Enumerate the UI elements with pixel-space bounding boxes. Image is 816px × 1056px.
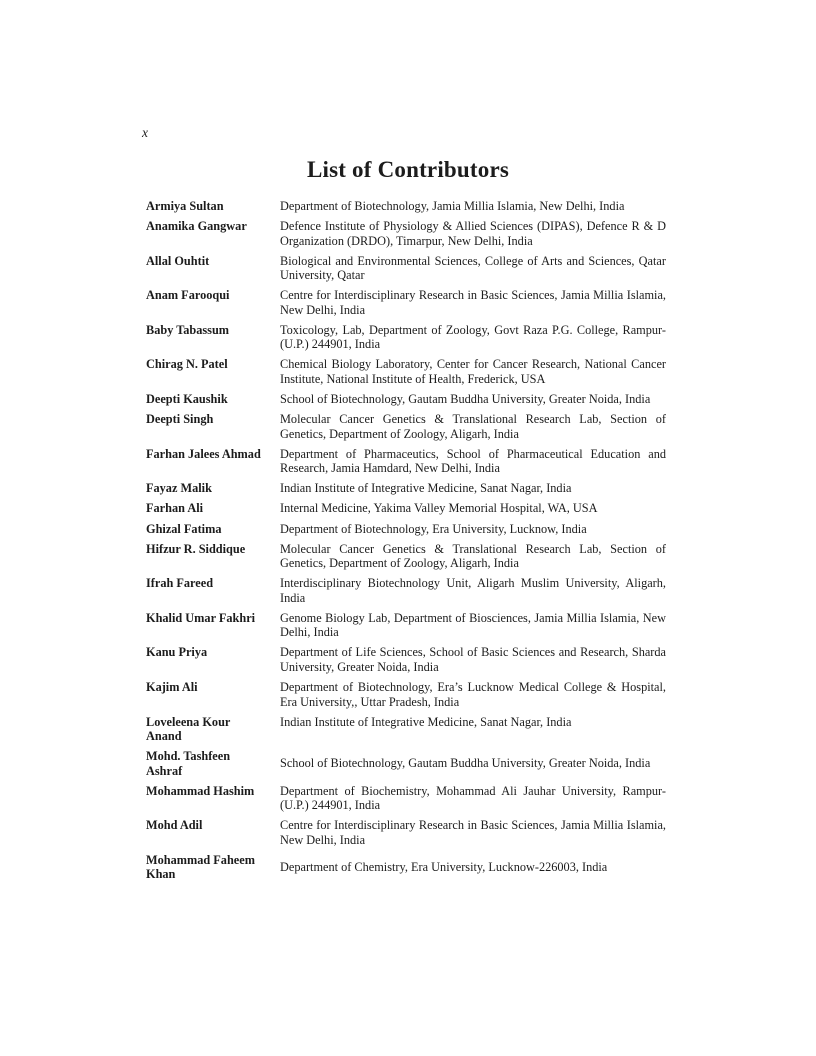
contributor-affiliation: Department of Pharmaceutics, School of Pharmaceutical Education and Research, Jamia Hamdard, New Delhi, India — [280, 446, 666, 476]
contributor-affiliation: Genome Biology Lab, Department of Biosciences, Jamia Millia Islamia, New Delhi, India — [280, 610, 666, 640]
contributor-row — [146, 219, 666, 248]
contributor-name: Mohd. Tashfeen Ashraf — [146, 749, 231, 778]
contributor-name: Allal Ouhtit — [146, 253, 210, 268]
contributor-row — [146, 288, 666, 317]
contributor-name: Farhan Jalees Ahmad — [146, 446, 261, 461]
contributor-name: Armiya Sultan — [146, 199, 224, 213]
contributor-row — [146, 357, 666, 386]
contributor-affiliation: Department of Biotechnology, Era University, Lucknow, India — [280, 521, 587, 536]
contributor-row — [146, 412, 666, 441]
contributor-row — [146, 522, 666, 537]
contributor-row — [146, 542, 666, 571]
contributor-name: Kajim Ali — [146, 680, 198, 694]
contributor-name: Deepti Kaushik — [146, 392, 228, 407]
contributor-affiliation: School of Biotechnology, Gautam Buddha University, Greater Noida, India — [280, 392, 651, 407]
contributor-name: Mohd Adil — [146, 818, 203, 833]
contributor-row — [146, 481, 666, 496]
contributor-name: Ghizal Fatima — [146, 521, 222, 536]
contributor-row — [146, 576, 666, 605]
contributor-affiliation: School of Biotechnology, Gautam Buddha University, Greater Noida, India — [280, 756, 651, 771]
contributor-affiliation: Indian Institute of Integrative Medicine, Sanat Nagar, India — [280, 481, 572, 496]
contributor-row — [146, 323, 666, 352]
contributor-name: Chirag N. Patel — [146, 357, 228, 372]
contributor-affiliation: Indian Institute of Integrative Medicine, Sanat Nagar, India — [280, 714, 572, 729]
contributor-name: Farhan Ali — [146, 501, 204, 516]
contributor-row — [146, 715, 666, 744]
contributor-affiliation: Defence Institute of Physiology & Allied Sciences (DIPAS), Defence R & D Organization (DRDO), Timarpur, New Delhi, India — [280, 219, 666, 248]
contributor-row — [146, 784, 666, 813]
contributor-affiliation: Department of Chemistry, Era University, Lucknow-226003, India — [280, 860, 608, 875]
contributor-row — [146, 199, 666, 214]
contributor-name: Anam Farooqui — [146, 288, 230, 303]
contributor-name: Mohammad Faheem Khan — [146, 852, 255, 882]
contributor-affiliation: Interdisciplinary Biotechnology Unit, Aligarh Muslim University, Aligarh, India — [280, 576, 666, 605]
contributor-affiliation: Department of Life Sciences, School of Basic Sciences and Research, Sharda University, Greater Noida, India — [280, 645, 666, 674]
contributor-affiliation: Department of Biochemistry, Mohammad Ali Jauhar University, Rampur- (U.P.) 244901, India — [280, 783, 666, 813]
contributor-name: Ifrah Fareed — [146, 576, 214, 591]
contributor-row — [146, 254, 666, 283]
contributor-name: Deepti Singh — [146, 412, 214, 427]
contributor-name: Baby Tabassum — [146, 322, 230, 337]
contributor-row — [146, 447, 666, 476]
contributor-row — [146, 749, 666, 778]
contributor-row — [146, 680, 666, 709]
contributor-name: Hifzur R. Siddique — [146, 541, 246, 556]
contributor-row — [146, 645, 666, 674]
contributor-name: Anamika Gangwar — [146, 219, 247, 234]
contributor-name: Kanu Priya — [146, 645, 208, 660]
contributor-row — [146, 818, 666, 847]
contributor-name: Khalid Umar Fakhri — [146, 610, 256, 625]
page-number: x — [142, 125, 148, 140]
contributor-row — [146, 853, 666, 882]
contributor-row — [146, 611, 666, 640]
contributor-affiliation: Centre for Interdisciplinary Research in Basic Sciences, Jamia Millia Islamia, New Delhi, India — [280, 288, 666, 317]
contributor-affiliation: Molecular Cancer Genetics & Translational Research Lab, Section of Genetics, Department of Zoology, Aligarh, India — [280, 412, 666, 441]
contributor-affiliation: Department of Biotechnology, Era’s Lucknow Medical College & Hospital, Era University,, Uttar Pradesh, India — [280, 680, 666, 709]
contributor-row — [146, 501, 666, 516]
contributor-row — [146, 392, 666, 407]
contributor-name: Mohammad Hashim — [146, 783, 255, 798]
contributor-name: Loveleena Kour Anand — [146, 714, 231, 744]
contributors-list — [146, 199, 666, 888]
contributor-affiliation: Internal Medicine, Yakima Valley Memorial Hospital, WA, USA — [280, 501, 598, 516]
contributor-affiliation: Department of Biotechnology, Jamia Millia Islamia, New Delhi, India — [280, 199, 625, 213]
contributor-affiliation: Molecular Cancer Genetics & Translational Research Lab, Section of Genetics, Department of Zoology, Aligarh, India — [280, 541, 666, 571]
contributor-affiliation: Chemical Biology Laboratory, Center for Cancer Research, National Cancer Institute, National Institute of Health, Frederick, USA — [280, 357, 666, 386]
page-title: List of Contributors — [306, 157, 510, 182]
contributor-name: Fayaz Malik — [146, 481, 212, 496]
contributor-affiliation: Centre for Interdisciplinary Research in Basic Sciences, Jamia Millia Islamia, New Delhi, India — [280, 818, 666, 847]
contributor-affiliation: Biological and Environmental Sciences, College of Arts and Sciences, Qatar University, Qatar — [280, 253, 666, 283]
contributor-affiliation: Toxicology, Lab, Department of Zoology, Govt Raza P.G. College, Rampur- (U.P.) 244901, India — [280, 322, 666, 352]
